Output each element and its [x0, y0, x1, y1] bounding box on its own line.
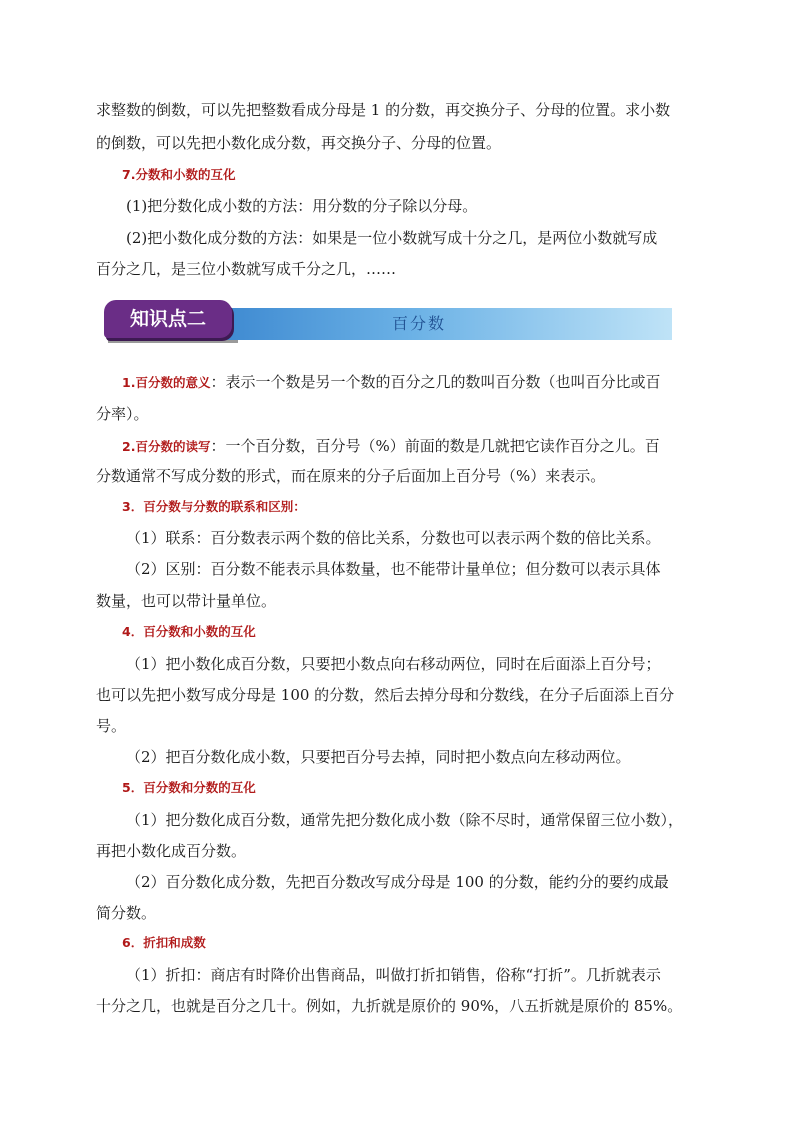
intro-line-1: 求整数的倒数，可以先把整数看成分母是 1 的分数，再交换分子、分母的位置。求小数: [96, 101, 671, 119]
item-4-point-1-line-3: 号。: [96, 717, 127, 735]
item-5-heading: 5．百分数和分数的互化: [122, 780, 256, 795]
item-3-heading: 3．百分数与分数的联系和区别：: [122, 499, 306, 514]
item-5-point-2-line-1: （2）百分数化成分数，先把百分数改写成分母是 100 的分数，能约分的要约成最: [126, 873, 669, 891]
item-6-point-1-line-2: 十分之几，也就是百分之几十。例如，九折就是原价的 90%，八五折就是原价的 85%。: [96, 997, 683, 1015]
item-3-point-2-line-1: （2）区别：百分数不能表示具体数量，也不能带计量单位；但分数可以表示具体: [126, 560, 661, 578]
item-6-heading: 6．折扣和成数: [122, 935, 206, 950]
item-4-point-2: （2）把百分数化成小数，只要把百分号去掉，同时把小数点向左移动两位。: [126, 748, 631, 766]
section-7-point-2-line-2: 百分之几，是三位小数就写成千分之几，……: [96, 260, 397, 278]
item-5-point-2-line-2: 简分数。: [96, 904, 157, 922]
item-5-point-1-line-2: 再把小数化成百分数。: [96, 842, 247, 860]
section-7-heading: 7.分数和小数的互化: [122, 167, 236, 182]
item-2-heading: 2.百分数的读写: [122, 439, 211, 454]
item-2-text: ：一个百分数，百分号（%）前面的数是几就把它读作百分之儿。百: [210, 437, 660, 455]
item-2-line-1: [122, 436, 660, 457]
item-3-point-1: （1）联系：百分数表示两个数的倍比关系，分数也可以表示两个数的倍比关系。: [126, 529, 661, 547]
intro-line-2: 的倒数，可以先把小数化成分数，再交换分子、分母的位置。: [96, 134, 502, 152]
item-1-text: ：表示一个数是另一个数的百分之几的数叫百分数（也叫百分比或百: [210, 373, 661, 391]
item-4-point-1-line-1: （1）把小数化成百分数，只要把小数点向右移动两位，同时在后面添上百分号；: [126, 655, 661, 673]
section-banner: [104, 300, 672, 344]
banner-title: 百分数: [391, 314, 446, 333]
item-2-line-2: 分数通常不写成分数的形式，而在原来的分子后面加上百分号（%）来表示。: [96, 467, 606, 485]
section-7-point-2-line-1: (2)把小数化成分数的方法：如果是一位小数就写成十分之几，是两位小数就写成: [126, 229, 658, 247]
item-1-line-1: [122, 372, 660, 393]
item-4-point-1-line-2: 也可以先把小数写成分母是 100 的分数，然后去掉分母和分数线，在分子后面添上百分: [96, 686, 675, 704]
item-3-point-2-line-2: 数量，也可以带计量单位。: [96, 592, 277, 610]
banner-tab-label: 知识点二: [129, 308, 206, 330]
item-4-heading: 4．百分数和小数的互化: [122, 624, 256, 639]
item-6-point-1-line-1: （1）折扣：商店有时降价出售商品，叫做打折扣销售，俗称“打折”。几折就表示: [126, 966, 661, 984]
item-1-heading: 1.百分数的意义: [122, 375, 211, 390]
item-5-point-1-line-1: （1）把分数化成百分数，通常先把分数化成小数（除不尽时，通常保留三位小数），: [126, 811, 684, 829]
section-7-point-1: (1)把分数化成小数的方法：用分数的分子除以分母。: [126, 197, 478, 215]
banner-underline: [108, 340, 238, 343]
item-1-line-2: 分率）。: [96, 405, 149, 423]
